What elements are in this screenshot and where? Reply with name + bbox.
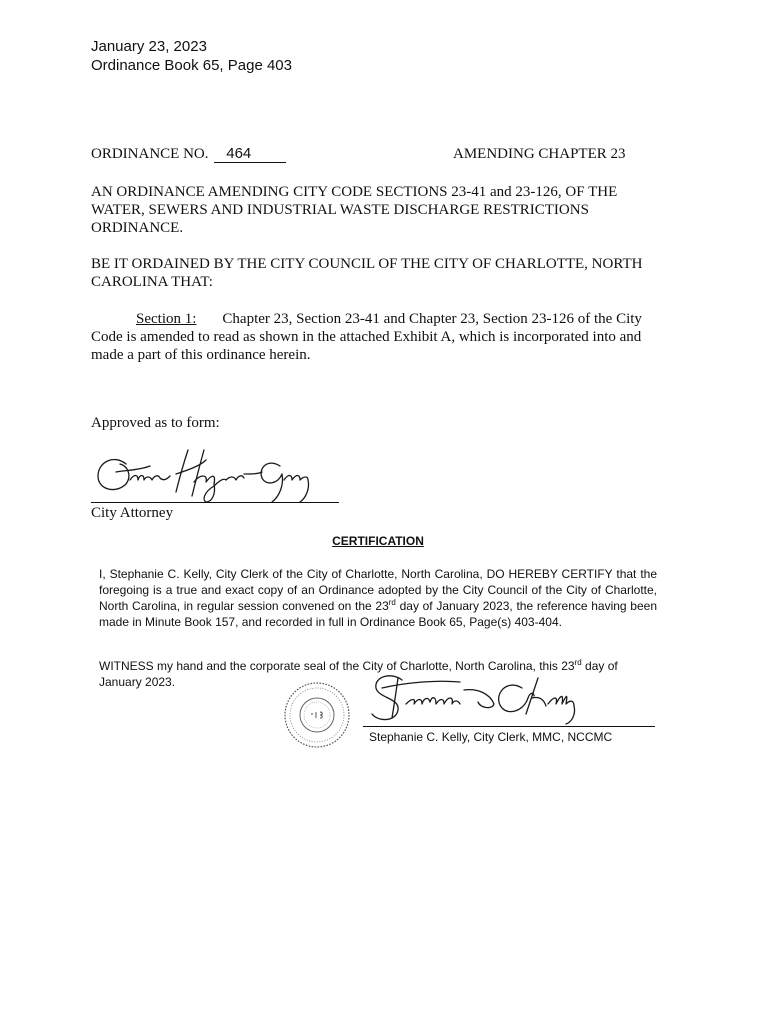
ordinance-number: 464 bbox=[214, 146, 286, 163]
ordinance-number-label: ORDINANCE NO. bbox=[91, 146, 209, 162]
attorney-title: City Attorney bbox=[91, 505, 174, 521]
ordained-clause: BE IT ORDAINED BY THE CITY COUNCIL OF THE CITY OF CHARLOTTE, NORTH CAROLINA THAT: bbox=[91, 256, 643, 290]
certification-body bbox=[99, 566, 657, 630]
ordinance-book-page: Ordinance Book 65, Page 403 bbox=[91, 57, 292, 74]
ordinance-number-line bbox=[91, 146, 286, 163]
section-1-label: Section 1: bbox=[136, 311, 197, 327]
ordinance-title: AN ORDINANCE AMENDING CITY CODE SECTIONS 23-41 and 23-126, OF THE WATER, SEWERS AND INDUSTRIAL WASTE DISCHARGE RESTRICTIONS ORDINANCE. bbox=[91, 184, 618, 236]
clerk-signature bbox=[368, 666, 600, 728]
certification-text-part-2: day of January 2023, the reference having been made in Minute Book 157, and recorded in full in Ordinance Book 65, Page(s) 403-404. bbox=[99, 599, 657, 629]
attorney-signature bbox=[92, 444, 332, 506]
clerk-title: Stephanie C. Kelly, City Clerk, MMC, NCCMC bbox=[369, 730, 613, 744]
certification-ordinal-suffix: rd bbox=[388, 598, 396, 607]
witness-text-part-2: day of January 2023. bbox=[99, 659, 618, 689]
document-date: January 23, 2023 bbox=[91, 38, 207, 55]
witness-ordinal-suffix: rd bbox=[574, 658, 582, 667]
amending-chapter: AMENDING CHAPTER 23 bbox=[453, 146, 626, 162]
clerk-signature-line bbox=[363, 726, 655, 727]
approved-as-to-form: Approved as to form: bbox=[91, 415, 220, 431]
section-1-text: Chapter 23, Section 23-41 and Chapter 23, Section 23-126 of the City Code is amended to read as shown in the attached Exhibit A, which is incorporated into and made a part of this ordinance herein. bbox=[91, 311, 642, 363]
certification-heading: CERTIFICATION bbox=[332, 534, 424, 548]
section-1-paragraph bbox=[91, 310, 661, 364]
corporate-seal-icon bbox=[283, 681, 351, 749]
attorney-signature-line bbox=[91, 502, 339, 503]
witness-text-part-1: WITNESS my hand and the corporate seal of the City of Charlotte, North Carolina, this 23 bbox=[99, 659, 575, 673]
certification-text-part-1: I, Stephanie C. Kelly, City Clerk of the City of Charlotte, North Carolina, DO HEREBY CERTIFY that the foregoing is a true and exact copy of an Ordinance adopted by the City Council of the City of Charlotte, North Carolina, in regular session convened on the 23 bbox=[99, 567, 657, 613]
